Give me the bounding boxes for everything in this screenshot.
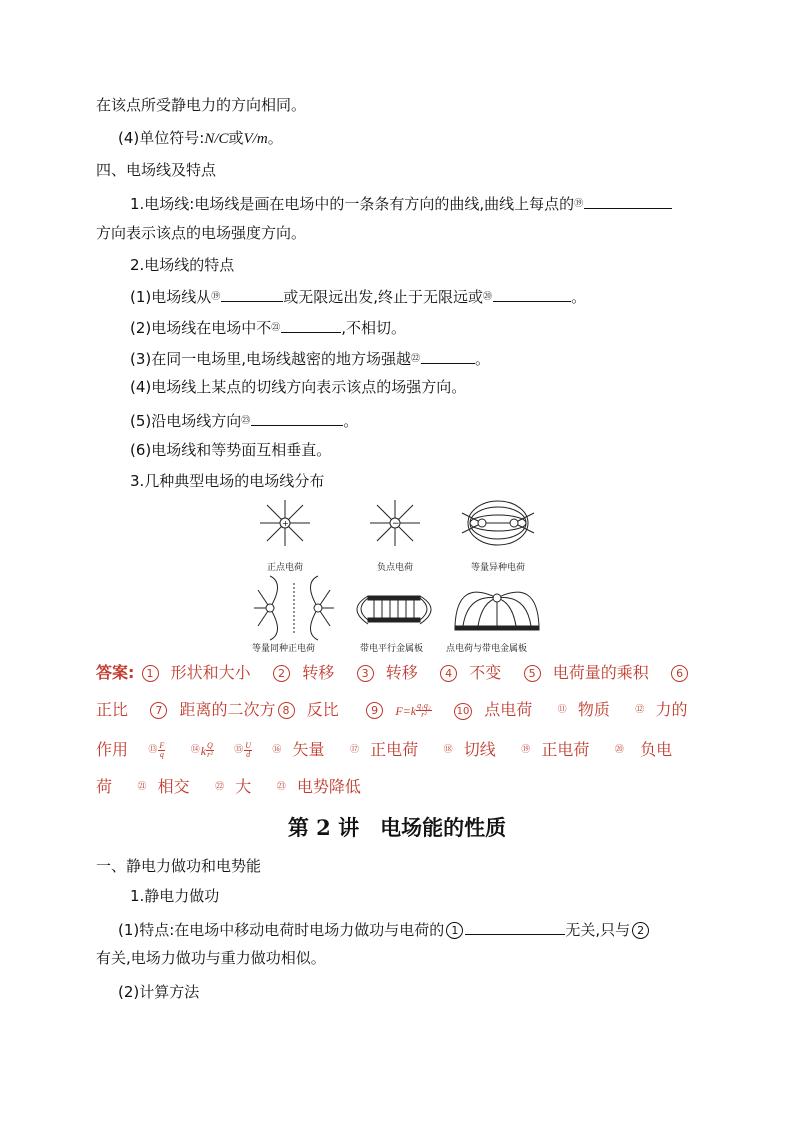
answer-number: ⑪ [557, 705, 567, 715]
section-heading: 一、静电力做功和电势能 [96, 857, 262, 875]
answer-text: 物质 [577, 700, 610, 719]
item-1-text: 1.电场线:电场线是画在电场中的一条条有方向的曲线,曲线上每点的 [130, 195, 575, 213]
feature-2-end: ,不相切。 [341, 319, 407, 337]
svg-text:+: + [282, 519, 289, 528]
item-1-continuation: 方向表示该点的电场强度方向。 [96, 224, 307, 242]
answer-line-1 [96, 663, 690, 683]
answer-text: 荷 [96, 777, 113, 796]
lecture-title: 第 2 讲 电场能的性质 [287, 815, 507, 840]
unit-vm: V/m [243, 131, 268, 147]
label-negative-charge: 负点电荷 [377, 563, 414, 573]
answer-text: 正比 [96, 700, 129, 719]
answer-text: 大 [235, 777, 252, 796]
answer-text: 力的 [655, 700, 688, 719]
feature-2-text: (2)电场线在电场中不 [130, 319, 272, 337]
calc-method-heading: (2)计算方法 [118, 983, 200, 1001]
unit-end: 。 [267, 129, 283, 147]
answer-text: 切线 [463, 740, 496, 759]
answer-text: 不变 [469, 663, 502, 682]
feature-2 [130, 316, 406, 338]
answer-line-2 [96, 700, 687, 721]
feature-5-text: (5)沿电场线方向 [130, 412, 242, 430]
fill-blank[interactable] [493, 285, 571, 302]
answer-number: ㉑ [137, 782, 147, 792]
answer-text: 转移 [385, 663, 418, 682]
feature-6: (6)电场线和等势面互相垂直。 [130, 441, 332, 459]
answer-text: 反比 [306, 700, 339, 719]
feature-5-end: 。 [343, 412, 359, 430]
feature-text: (1)特点:在电场中移动电荷时电场力做功与电荷的 [118, 921, 445, 939]
answer-line-4 [96, 777, 361, 797]
fill-blank[interactable] [584, 192, 672, 209]
answer-number: ㉒ [215, 782, 225, 792]
feature-3-end: 。 [475, 350, 491, 368]
blank-number: ⑲ [574, 199, 584, 209]
answer-number: 4 [440, 665, 457, 682]
formula-coulomb: F=k [395, 704, 417, 718]
answer-number: ⑭ [190, 745, 200, 755]
label-like-charges: 等量同种正电荷 [252, 644, 316, 654]
positive-charge-diagram [260, 500, 310, 546]
answer-number: 1 [142, 665, 159, 682]
like-charges-diagram [254, 576, 334, 640]
answer-number: 6 [671, 665, 688, 682]
feature-text-line [118, 918, 651, 940]
answer-text: 转移 [302, 663, 335, 682]
answer-text: 点电荷 [484, 700, 533, 719]
answer-number: 10 [454, 703, 472, 720]
negative-charge-diagram [370, 500, 420, 546]
fill-blank[interactable] [421, 347, 475, 364]
section-heading: 四、电场线及特点 [96, 161, 217, 179]
answer-number: 2 [273, 665, 290, 682]
label-charge-and-plate: 点电荷与带电金属板 [446, 644, 528, 654]
blank-number: ㉓ [241, 416, 251, 426]
answer-number: 9 [366, 702, 383, 719]
feature-3 [130, 347, 490, 369]
label-parallel-plates: 带电平行金属板 [360, 644, 424, 654]
parallel-plates-diagram [357, 596, 431, 624]
feature-4: (4)电场线上某点的切线方向表示该点的场强方向。 [130, 378, 467, 396]
unit-nc: N/C [204, 131, 229, 147]
answer-number: ⑰ [349, 745, 359, 755]
unit-label: (4)单位符号: [118, 129, 205, 147]
item-3-heading: 3.几种典型电场的电场线分布 [130, 472, 325, 490]
label-positive-charge: 正点电荷 [267, 563, 304, 573]
answer-text: 作用 [96, 740, 129, 759]
answer-number: 7 [150, 702, 167, 719]
formula-denominator: r² [421, 710, 427, 719]
fill-blank[interactable] [221, 285, 283, 302]
feature-1-end: 。 [571, 288, 587, 306]
label-opposite-charges: 等量异种电荷 [471, 563, 526, 573]
charge-and-plate-diagram [455, 592, 539, 630]
blank-number: ⑳ [483, 292, 493, 302]
blank-number: ⑲ [211, 292, 221, 302]
feature-1-text: (1)电场线从 [130, 288, 212, 306]
formula-denominator: r² [207, 750, 213, 759]
answer-number: ⑮ [234, 745, 244, 755]
answer-line-3 [96, 740, 672, 761]
formula-denominator: q [159, 750, 164, 759]
formula-numerator: Q [207, 741, 213, 750]
answer-text: 正电荷 [541, 740, 590, 759]
answer-number: ⑳ [614, 745, 624, 755]
feature-text-mid: 无关,只与 [565, 921, 631, 939]
blank-number: 1 [446, 922, 463, 939]
answer-number: ⑲ [521, 745, 531, 755]
answer-number: ⑬ [148, 745, 158, 755]
answer-number: 3 [357, 665, 374, 682]
blank-number: ㉒ [411, 354, 421, 364]
answer-text: 相交 [157, 777, 190, 796]
answer-number: ⑫ [635, 705, 645, 715]
item-1-line [130, 192, 672, 214]
unit-symbol-line [118, 128, 283, 149]
answer-text: 电荷量的乘积 [552, 663, 649, 682]
answer-label: 答案: [96, 663, 135, 682]
formula-numerator: U [245, 741, 251, 750]
opposite-charges-diagram [462, 501, 534, 545]
answer-text: 负电 [640, 740, 673, 759]
fill-blank[interactable] [251, 409, 343, 426]
answer-number: ⑱ [443, 745, 453, 755]
feature-1 [130, 285, 586, 307]
sub-heading: 1.静电力做功 [130, 887, 220, 905]
fill-blank[interactable] [281, 316, 341, 333]
answer-text: 距离的二次方 [179, 700, 276, 719]
blank-number: ㉑ [271, 323, 281, 333]
unit-or: 或 [228, 129, 244, 147]
answer-number: ⑯ [272, 745, 282, 755]
feature-1-mid: 或无限远出发,终止于无限远或 [283, 288, 484, 306]
feature-5 [130, 409, 358, 431]
formula-numerator: F [159, 741, 165, 750]
text-line: 在该点所受静电力的方向相同。 [96, 96, 307, 114]
blank-number: 2 [632, 922, 649, 939]
answer-text: 电势降低 [296, 777, 361, 796]
answer-number: ㉓ [276, 782, 286, 792]
feature-3-text: (3)在同一电场里,电场线越密的地方场强越 [130, 350, 412, 368]
svg-text:−: − [392, 519, 400, 529]
answer-number: 8 [278, 702, 295, 719]
fill-blank[interactable] [465, 918, 565, 935]
answer-text: 矢量 [292, 740, 325, 759]
formula-k: k [200, 744, 207, 758]
formula-numerator: q₁q₂ [417, 701, 431, 710]
item-2-heading: 2.电场线的特点 [130, 256, 235, 274]
answer-text: 正电荷 [370, 740, 419, 759]
answer-number: 5 [524, 665, 541, 682]
answer-text: 形状和大小 [170, 663, 251, 682]
formula-denominator: d [246, 750, 251, 759]
electric-field-lines-figure [250, 498, 550, 658]
feature-text-continuation: 有关,电场力做功与重力做功相似。 [96, 949, 326, 967]
